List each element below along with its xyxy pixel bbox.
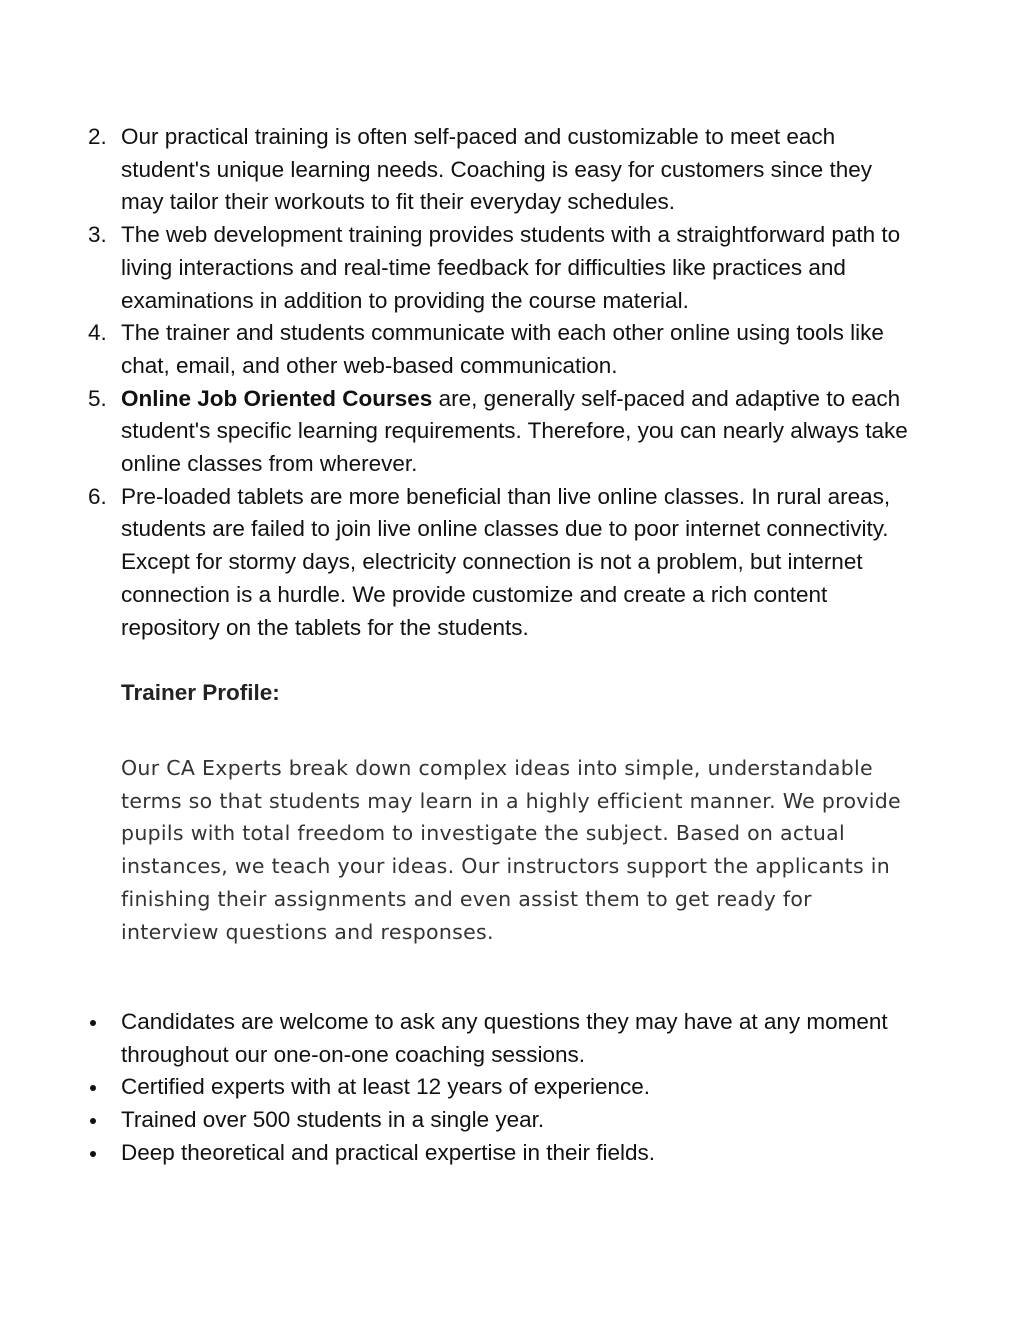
list-item-text: Candidates are welcome to ask any questions they may have at any moment throughout our one-on-one coaching sessions. bbox=[121, 1009, 888, 1067]
list-item bbox=[88, 1137, 918, 1170]
numbered-list bbox=[88, 121, 918, 644]
list-number: 2. bbox=[88, 124, 107, 149]
list-item bbox=[88, 121, 918, 219]
bullet-dot-icon bbox=[90, 1151, 96, 1157]
bullet-list bbox=[88, 1006, 918, 1170]
list-item bbox=[88, 317, 918, 382]
bullet-dot-icon bbox=[90, 1020, 96, 1026]
list-item bbox=[88, 1104, 918, 1137]
list-item-text: Our practical training is often self-paced and customizable to meet each student's unique learning needs. Coaching is easy for customers since they may tailor their workouts to fit their everyday schedules. bbox=[121, 124, 872, 215]
list-item-text: Certified experts with at least 12 years of experience. bbox=[121, 1074, 651, 1100]
list-item-text: Trained over 500 students in a single year. bbox=[121, 1107, 545, 1133]
list-item-text: The trainer and students communicate with each other online using tools like chat, email, and other web-based communication. bbox=[121, 320, 884, 378]
trainer-profile-paragraph: Our CA Experts break down complex ideas into simple, understandable terms so that students may learn in a highly efficient manner. We provide pupils with total freedom to investigate the subject. Based on actual instances, we teach your ideas. Our instructors support the applicants in finishing their assignments and even assist them to get ready for interview questions and responses. bbox=[121, 756, 901, 944]
list-number: 5. bbox=[88, 385, 107, 411]
list-number: 4. bbox=[88, 320, 107, 346]
list-item bbox=[88, 1071, 918, 1104]
list-number: 3. bbox=[88, 222, 107, 248]
bullet-dot-icon bbox=[90, 1085, 96, 1091]
list-item-text: are, generally self-paced and adaptive to each student's specific learning requirements. Therefore, you can nearly always take online classes from wherever. bbox=[121, 385, 908, 477]
list-item bbox=[88, 481, 918, 645]
list-item-bold-text: Online Job Oriented Courses bbox=[121, 385, 433, 411]
list-item-text: Deep theoretical and practical expertise in their fields. bbox=[121, 1139, 656, 1165]
list-item-text: The web development training provides students with a straightforward path to living interactions and real-time feedback for difficulties like practices and examinations in addition to providing the course material. bbox=[121, 222, 901, 313]
list-item bbox=[88, 383, 918, 481]
list-item bbox=[88, 219, 918, 317]
list-item bbox=[88, 1006, 918, 1071]
list-number: 6. bbox=[88, 483, 107, 509]
trainer-profile-heading: Trainer Profile: bbox=[121, 680, 280, 705]
list-item-text: Pre-loaded tablets are more beneficial than live online classes. In rural areas, students are failed to join live online classes due to poor internet connectivity. Except for stormy days, electricity connection is not a problem, but internet connection is a hurdle. We provide customize and create a rich content repository on the tablets for the students. bbox=[121, 483, 891, 640]
bullet-dot-icon bbox=[90, 1118, 96, 1124]
